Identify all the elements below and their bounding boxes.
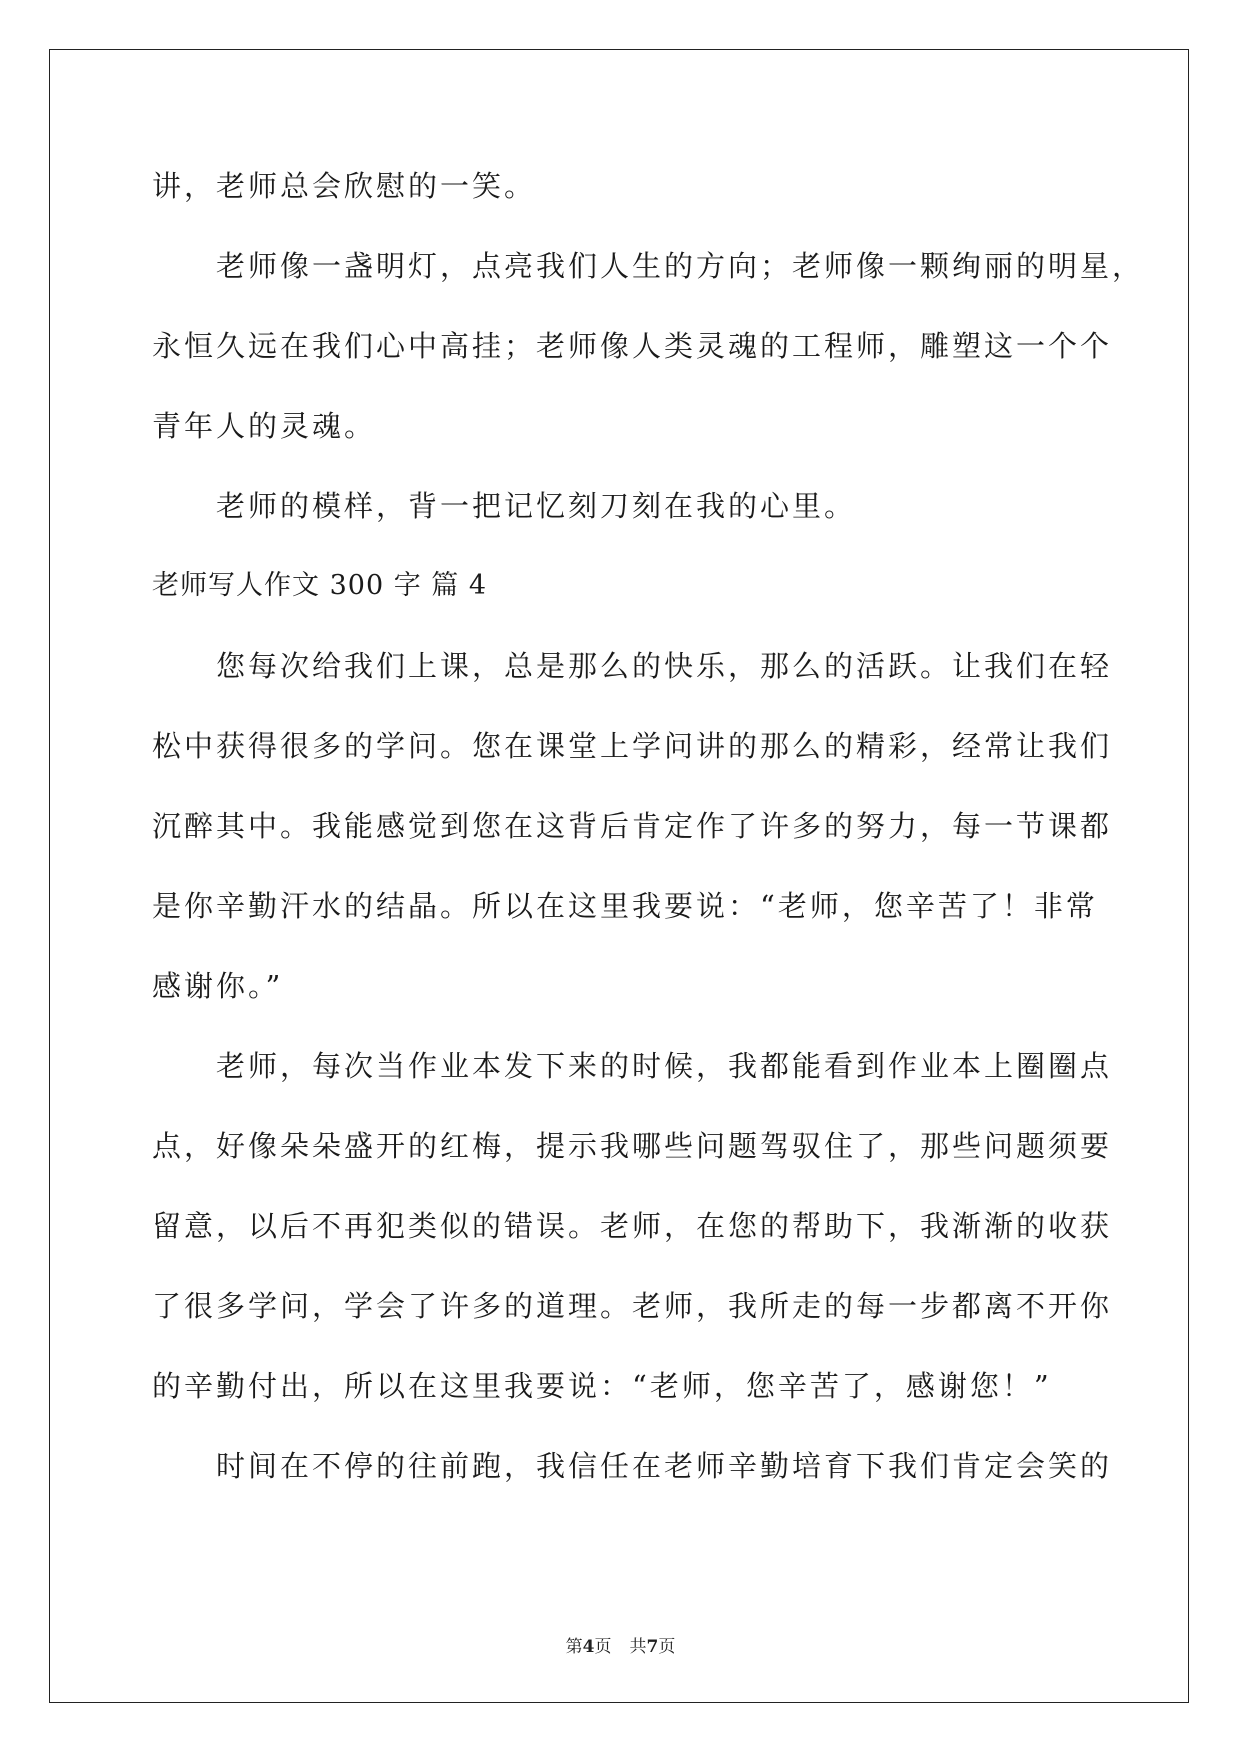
text-line: 您每次给我们上课，总是那么的快乐，那么的活跃。让我们在轻 — [216, 649, 1113, 683]
total-prefix: 共 — [629, 1637, 647, 1657]
text-line: 青年人的灵魂。 — [152, 409, 377, 443]
text-line: 了很多学问，学会了许多的道理。老师，我所走的每一步都离不开你 — [152, 1289, 1113, 1323]
text-line: 时间在不停的往前跑，我信任在老师辛勤培育下我们肯定会笑的 — [216, 1449, 1113, 1483]
text-line: 感谢你。” — [152, 969, 284, 1003]
page-prefix: 第 — [565, 1637, 583, 1657]
section-heading: 老师写人作文 300 字 篇 4 — [152, 570, 488, 601]
text-line: 永恒久远在我们心中高挂；老师像人类灵魂的工程师，雕塑这一个个 — [152, 329, 1113, 363]
page-suffix: 页 — [594, 1637, 612, 1657]
total-pages: 7 — [646, 1637, 659, 1657]
text-line: 点，好像朵朵盛开的红梅，提示我哪些问题驾驭住了，那些问题须要 — [152, 1129, 1113, 1163]
document-body — [152, 164, 1145, 1524]
text-line: 沉醉其中。我能感觉到您在这背后肯定作了许多的努力，每一节课都 — [152, 809, 1113, 843]
text-line: 老师，每次当作业本发下来的时候，我都能看到作业本上圈圈点 — [216, 1049, 1113, 1083]
text-line: 松中获得很多的学问。您在课堂上学问讲的那么的精彩，经常让我们 — [152, 729, 1113, 763]
text-line: 留意，以后不再犯类似的错误。老师，在您的帮助下，我渐渐的收获 — [152, 1209, 1113, 1243]
text-line: 老师的模样，背一把记忆刻刀刻在我的心里。 — [216, 489, 857, 523]
page-footer — [0, 1636, 1241, 1658]
page-number: 4 — [582, 1637, 595, 1657]
text-line: 的辛勤付出，所以在这里我要说：“老师，您辛苦了，感谢您！” — [152, 1369, 1052, 1403]
total-suffix: 页 — [658, 1637, 676, 1657]
text-line: 老师像一盏明灯，点亮我们人生的方向；老师像一颗绚丽的明星， — [216, 249, 1145, 283]
text-line: 是你辛勤汗水的结晶。所以在这里我要说：“老师，您辛苦了！非常 — [152, 889, 1098, 923]
text-line: 讲，老师总会欣慰的一笑。 — [152, 169, 537, 203]
